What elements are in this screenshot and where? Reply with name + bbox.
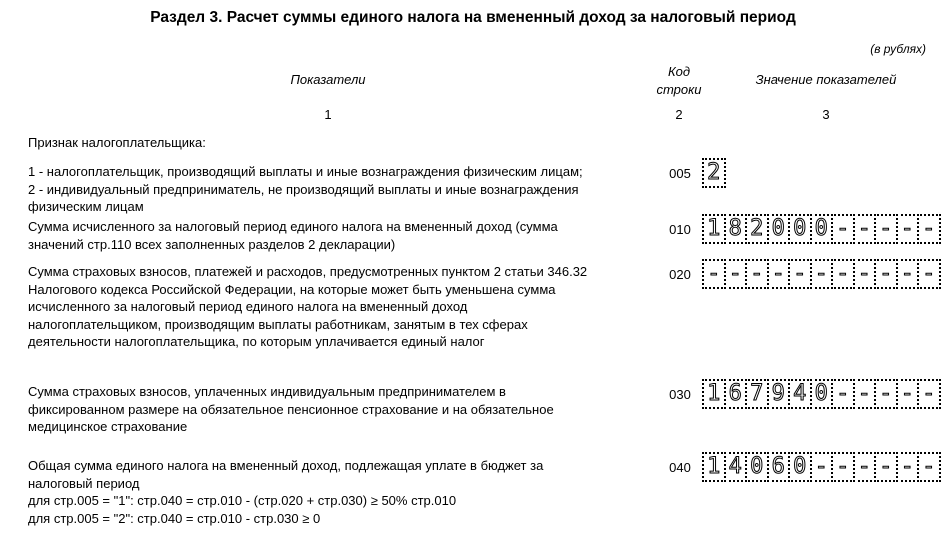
row-040-cells[interactable]: [702, 452, 939, 482]
row-005-line: физическим лицам: [28, 199, 144, 214]
row-030-cells[interactable]: [702, 379, 939, 409]
row-010-line: Сумма исчисленного за налоговый период единого налога на вмененный доход (сумма: [28, 219, 558, 234]
input-cell[interactable]: -: [853, 214, 877, 244]
row-005-cells[interactable]: [702, 158, 724, 188]
row-005-line: 1 - налогоплательщик, производящий выплаты и иные вознаграждения физическим лицам;: [28, 164, 583, 179]
input-cell[interactable]: -: [810, 259, 834, 289]
row-030-line: медицинское страхование: [28, 419, 188, 434]
col-number-2: 2: [675, 107, 683, 122]
row-040-line: налоговый период: [28, 475, 140, 491]
header-indicators: Показатели: [290, 72, 366, 87]
row-030-code: 030: [669, 387, 691, 402]
input-cell[interactable]: -: [831, 259, 855, 289]
input-cell[interactable]: -: [788, 259, 812, 289]
row-040-line: Общая сумма единого налога на вмененный доход, подлежащая уплате в бюджет за: [28, 458, 544, 473]
header-code: [644, 63, 714, 99]
input-cell[interactable]: -: [810, 452, 834, 482]
input-cell[interactable]: 8: [724, 214, 748, 244]
input-cell[interactable]: -: [767, 259, 791, 289]
col-number-1: 1: [324, 107, 332, 122]
input-cell[interactable]: -: [896, 259, 920, 289]
row-010-cells[interactable]: [702, 214, 939, 244]
row-020-cells[interactable]: [702, 259, 939, 289]
input-cell[interactable]: -: [702, 259, 726, 289]
row-020-code: 020: [669, 267, 691, 282]
input-cell[interactable]: 9: [767, 379, 791, 409]
input-cell[interactable]: -: [896, 379, 920, 409]
input-cell[interactable]: 0: [810, 214, 834, 244]
input-cell[interactable]: -: [831, 214, 855, 244]
header-code-line1: Код: [667, 64, 691, 79]
row-020-line: деятельности налогоплательщика, по которым уплачивается единый налог: [28, 334, 485, 349]
row-020-text: [28, 263, 638, 351]
row-005-code: 005: [669, 166, 691, 181]
header-values: Значение показателей: [755, 72, 897, 87]
row-040-line: для стр.005 = "2": стр.040 = стр.010 - стр.030 ≥ 0: [28, 510, 321, 526]
input-cell[interactable]: -: [874, 259, 898, 289]
row-010-line: значений стр.110 всех заполненных разделов 2 декларации): [28, 236, 396, 252]
input-cell[interactable]: 7: [745, 379, 769, 409]
input-cell[interactable]: 0: [767, 214, 791, 244]
input-cell[interactable]: 6: [767, 452, 791, 482]
input-cell[interactable]: 0: [810, 379, 834, 409]
input-cell[interactable]: 0: [788, 214, 812, 244]
row-030-line: Сумма страховых взносов, уплаченных индивидуальным предпринимателем в: [28, 384, 506, 399]
row-005-line: 2 - индивидуальный предприниматель, не производящий выплаты и иные вознаграждения: [28, 181, 579, 197]
input-cell[interactable]: -: [745, 259, 769, 289]
units-note: (в рублях): [870, 42, 926, 56]
input-cell[interactable]: 6: [724, 379, 748, 409]
input-cell[interactable]: 4: [724, 452, 748, 482]
input-cell[interactable]: 1: [702, 214, 726, 244]
input-cell[interactable]: -: [724, 259, 748, 289]
row-010-text: [28, 218, 638, 253]
input-cell[interactable]: -: [853, 379, 877, 409]
input-cell[interactable]: -: [917, 452, 941, 482]
input-cell[interactable]: -: [853, 452, 877, 482]
header-code-line2: строки: [656, 82, 702, 97]
row-005-text: [28, 163, 638, 216]
input-cell[interactable]: -: [874, 379, 898, 409]
input-cell[interactable]: -: [853, 259, 877, 289]
input-cell[interactable]: -: [917, 214, 941, 244]
input-cell[interactable]: -: [896, 214, 920, 244]
row-020-line: Налогового кодекса Российской Федерации, на которые может быть уменьшена сумма: [28, 281, 556, 297]
input-cell[interactable]: 1: [702, 452, 726, 482]
row-030-line: фиксированном размере на обязательное пенсионное страхование и на обязательное: [28, 401, 554, 417]
row-020-line: Сумма страховых взносов, платежей и расходов, предусмотренных пунктом 2 статьи 346.32: [28, 264, 588, 279]
input-cell[interactable]: 0: [788, 452, 812, 482]
input-cell[interactable]: -: [831, 379, 855, 409]
input-cell[interactable]: -: [917, 259, 941, 289]
input-cell[interactable]: -: [831, 452, 855, 482]
input-cell[interactable]: 0: [745, 452, 769, 482]
col-number-3: 3: [822, 107, 830, 122]
row-020-line: налогоплательщиком, производящим выплаты работникам, занятым в тех сферах: [28, 316, 528, 332]
input-cell[interactable]: -: [896, 452, 920, 482]
row-010-code: 010: [669, 222, 691, 237]
row-040-line: для стр.005 = "1": стр.040 = стр.010 - (стр.020 + стр.030) ≥ 50% стр.010: [28, 493, 457, 508]
input-cell[interactable]: 2: [745, 214, 769, 244]
section-title: Раздел 3. Расчет суммы единого налога на вмененный доход за налоговый период: [150, 9, 796, 26]
taxpayer-sign-title: Признак налогоплательщика:: [28, 135, 206, 150]
row-040-text: [28, 457, 638, 527]
input-cell[interactable]: -: [917, 379, 941, 409]
row-020-line: исчисленного за налоговый период единого налога на вмененный доход: [28, 299, 468, 314]
input-cell[interactable]: -: [874, 452, 898, 482]
input-cell[interactable]: -: [874, 214, 898, 244]
input-cell[interactable]: 1: [702, 379, 726, 409]
input-cell[interactable]: 4: [788, 379, 812, 409]
input-cell[interactable]: 2: [702, 158, 726, 188]
row-040-code: 040: [669, 460, 691, 475]
row-030-text: [28, 383, 638, 436]
